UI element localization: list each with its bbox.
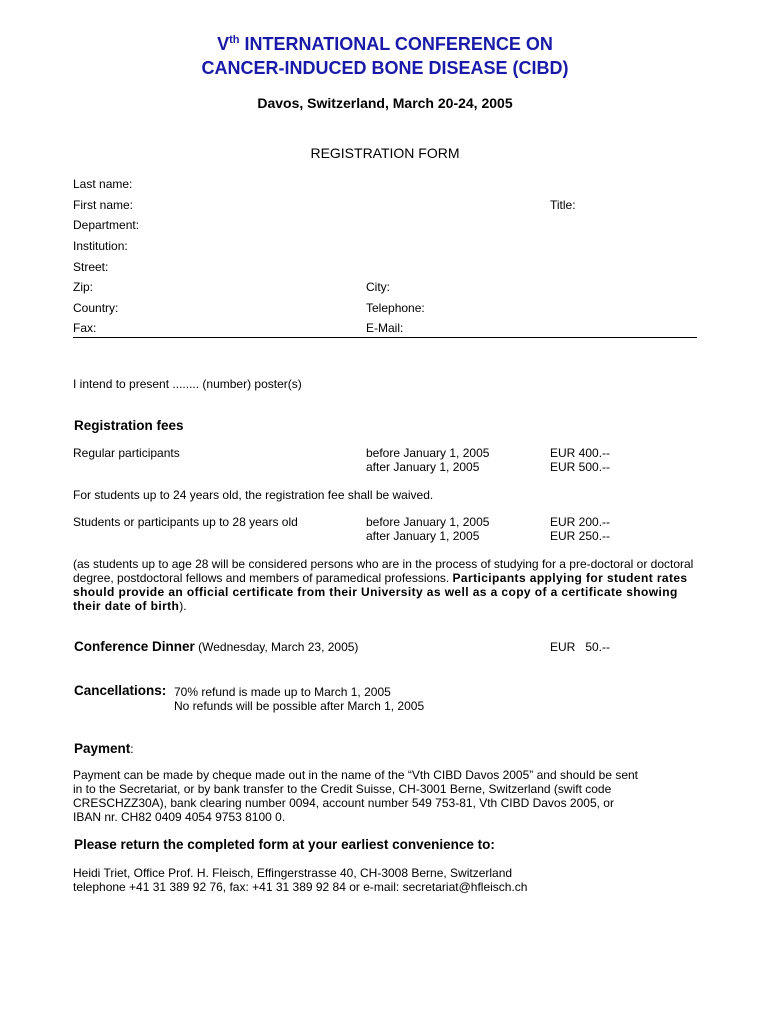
return-address: Heidi Triet, Office Prof. H. Fleisch, Effingerstrasse 40, CH-3008 Berne, Switzerland: [73, 866, 513, 880]
students-price-after: EUR 250.--: [550, 529, 611, 543]
institution-field[interactable]: Institution:: [73, 239, 128, 253]
fax-field[interactable]: Fax:: [73, 321, 97, 335]
zip-field[interactable]: Zip:: [73, 280, 94, 294]
note-end: ).: [179, 599, 187, 613]
dinner-detail: (Wednesday, March 23, 2005): [194, 640, 359, 654]
students-waived-note: For students up to 24 years old, the registration fee shall be waived.: [73, 488, 434, 502]
cancellations-heading: Cancellations:: [74, 683, 167, 698]
divider-line: [73, 337, 697, 338]
regular-participants-label: Regular participants: [73, 446, 180, 460]
poster-line[interactable]: I intend to present ........ (number) poster(s): [73, 377, 302, 391]
students-after-date: after January 1, 2005: [366, 529, 480, 543]
students-price-before: EUR 200.--: [550, 515, 611, 529]
location-date: Davos, Switzerland, March 20-24, 2005: [257, 95, 513, 111]
regular-price-before: EUR 400.--: [550, 446, 611, 460]
payment-line2: in to the Secretariat, or by bank transfer to the Credit Suisse, CH-3001 Berne, Switzerland (swift code: [73, 782, 612, 796]
dinner-heading: Conference Dinner: [74, 639, 195, 654]
cancellation-line1: 70% refund is made up to March 1, 2005: [174, 685, 391, 699]
note-bold: Participants applying for student rates should provide an official certificate from their University as well as a copy of a certificate showing their date of birth: [73, 571, 688, 613]
first-name-field[interactable]: First name:: [73, 198, 134, 212]
street-field[interactable]: Street:: [73, 260, 109, 274]
conference-title-line1: [0, 34, 770, 55]
students-before-date: before January 1, 2005: [366, 515, 490, 529]
payment-line1: Payment can be made by cheque made out in the name of the “Vth CIBD Davos 2005” and should be sent: [73, 768, 639, 782]
payment-colon: :: [130, 742, 134, 756]
cancellation-line2: No refunds will be possible after March 1, 2005: [174, 699, 425, 713]
payment-line4: IBAN nr. CH82 0409 4054 9753 8100 0.: [73, 810, 286, 824]
regular-price-after: EUR 500.--: [550, 460, 611, 474]
payment-heading-row: [74, 740, 134, 758]
note-plain: (as students up to age 28 will be considered persons who are in the process of studying for a pre-doctoral or doctoral degree, postdoctoral fellows and members of paramedical professions.: [73, 557, 694, 585]
title-rest: INTERNATIONAL CONFERENCE ON: [239, 34, 553, 54]
telephone-field[interactable]: Telephone:: [366, 301, 425, 315]
conference-title-line2: CANCER-INDUCED BONE DISEASE (CIBD): [201, 58, 569, 78]
payment-line3: CRESCHZZ30A), bank clearing number 0094, account number 549 753-81, Vth CIBD Davos 2005, or: [73, 796, 614, 810]
return-contact: telephone +41 31 389 92 76, fax: +41 31 389 92 84 or e-mail: secretariat@hfleisch.ch: [73, 880, 528, 894]
country-field[interactable]: Country:: [73, 301, 119, 315]
title-superscript: th: [229, 34, 240, 46]
city-field[interactable]: City:: [366, 280, 390, 294]
registration-fees-heading: Registration fees: [74, 418, 184, 433]
department-field[interactable]: Department:: [73, 218, 140, 232]
conference-dinner: [74, 638, 358, 656]
last-name-field[interactable]: Last name:: [73, 177, 133, 191]
dinner-price: EUR 50.--: [550, 640, 611, 654]
regular-after-date: after January 1, 2005: [366, 460, 480, 474]
return-heading: Please return the completed form at your earliest convenience to:: [74, 837, 495, 852]
title-prefix: V: [217, 34, 230, 54]
email-field[interactable]: E-Mail:: [366, 321, 404, 335]
title-field[interactable]: Title:: [550, 198, 576, 212]
student-rate-note: [73, 557, 703, 613]
payment-heading: Payment: [74, 741, 131, 756]
form-title: REGISTRATION FORM: [310, 145, 460, 161]
students-label: Students or participants up to 28 years old: [73, 515, 298, 529]
regular-before-date: before January 1, 2005: [366, 446, 490, 460]
